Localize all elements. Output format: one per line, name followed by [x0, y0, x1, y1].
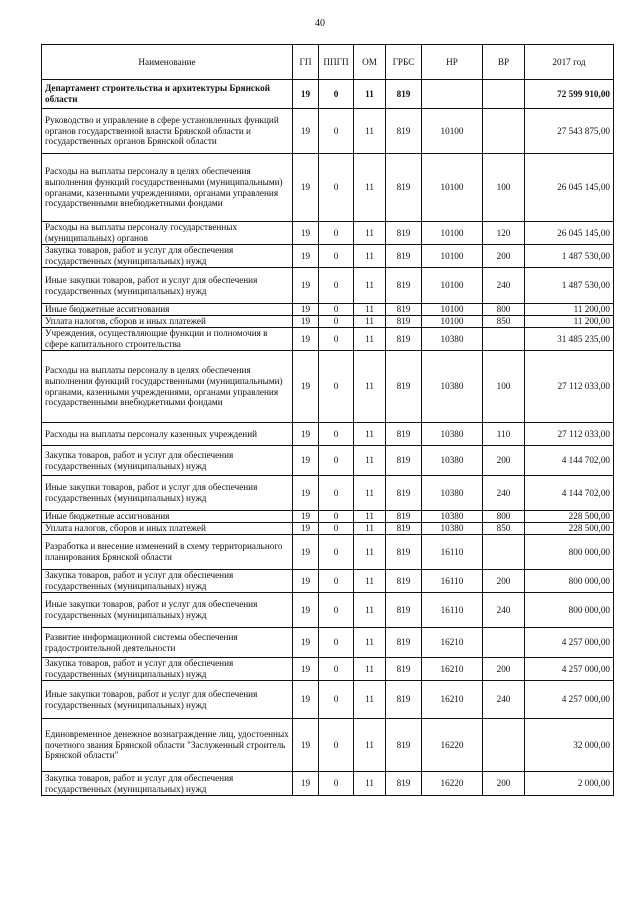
- cell-ppgp: 0: [319, 628, 354, 658]
- cell-gp: 19: [293, 245, 319, 268]
- cell-gp: 19: [293, 535, 319, 570]
- table-row: [42, 476, 614, 511]
- cell-nr: 10100: [422, 109, 483, 154]
- cell-name: Иные бюджетные ассигнования: [42, 304, 293, 316]
- cell-ppgp: 0: [319, 109, 354, 154]
- cell-amount: 800 000,00: [525, 593, 614, 628]
- cell-nr: 16110: [422, 570, 483, 593]
- cell-ppgp: 0: [319, 316, 354, 328]
- cell-vr: 200: [483, 570, 525, 593]
- table-row: [42, 222, 614, 245]
- cell-gp: 19: [293, 658, 319, 681]
- cell-ppgp: 0: [319, 351, 354, 423]
- cell-name: Закупка товаров, работ и услуг для обеспечения государственных (муниципальных) нужд: [42, 772, 293, 796]
- cell-nr: 10380: [422, 328, 483, 351]
- cell-nr: 16210: [422, 628, 483, 658]
- cell-vr: 200: [483, 772, 525, 796]
- cell-om: 11: [354, 476, 386, 511]
- cell-grbs: 819: [386, 570, 422, 593]
- cell-nr: 10380: [422, 476, 483, 511]
- table-row: [42, 80, 614, 109]
- cell-ppgp: 0: [319, 593, 354, 628]
- table-row: [42, 316, 614, 328]
- cell-vr: 850: [483, 316, 525, 328]
- col-header-name: Наименование: [42, 45, 293, 80]
- cell-ppgp: 0: [319, 245, 354, 268]
- cell-vr: [483, 719, 525, 772]
- cell-grbs: 819: [386, 719, 422, 772]
- cell-grbs: 819: [386, 593, 422, 628]
- cell-grbs: 819: [386, 628, 422, 658]
- cell-gp: 19: [293, 772, 319, 796]
- cell-name: Закупка товаров, работ и услуг для обеспечения государственных (муниципальных) нужд: [42, 658, 293, 681]
- cell-vr: 100: [483, 351, 525, 423]
- budget-table: [41, 44, 614, 796]
- cell-om: 11: [354, 658, 386, 681]
- col-header-ppgp: ППГП: [319, 45, 354, 80]
- cell-name: Уплата налогов, сборов и иных платежей: [42, 316, 293, 328]
- cell-om: 11: [354, 423, 386, 446]
- cell-amount: 800 000,00: [525, 535, 614, 570]
- cell-om: 11: [354, 268, 386, 304]
- cell-ppgp: 0: [319, 80, 354, 109]
- table-row: [42, 681, 614, 719]
- cell-om: 11: [354, 681, 386, 719]
- cell-name: Департамент строительства и архитектуры Брянской области: [42, 80, 293, 109]
- cell-nr: 16210: [422, 658, 483, 681]
- cell-gp: 19: [293, 628, 319, 658]
- table-row: [42, 658, 614, 681]
- table-row: [42, 109, 614, 154]
- cell-grbs: 819: [386, 268, 422, 304]
- cell-nr: 10380: [422, 351, 483, 423]
- cell-om: 11: [354, 80, 386, 109]
- cell-ppgp: 0: [319, 222, 354, 245]
- cell-nr: 10100: [422, 268, 483, 304]
- cell-amount: 31 485 235,00: [525, 328, 614, 351]
- cell-grbs: 819: [386, 316, 422, 328]
- cell-amount: 228 500,00: [525, 523, 614, 535]
- table-row: [42, 268, 614, 304]
- cell-name: Расходы на выплаты персоналу в целях обеспечения выполнения функций государственными (муниципальными) органами, казенными учреждениями, органами управления государственными внебюджетными фондами: [42, 351, 293, 423]
- cell-nr: 10380: [422, 523, 483, 535]
- cell-vr: 240: [483, 681, 525, 719]
- cell-vr: 850: [483, 523, 525, 535]
- table-row: [42, 593, 614, 628]
- col-header-gp: ГП: [293, 45, 319, 80]
- cell-grbs: 819: [386, 154, 422, 222]
- cell-name: Закупка товаров, работ и услуг для обеспечения государственных (муниципальных) нужд: [42, 570, 293, 593]
- cell-name: Расходы на выплаты персоналу государственных (муниципальных) органов: [42, 222, 293, 245]
- cell-ppgp: 0: [319, 658, 354, 681]
- cell-name: Разработка и внесение изменений в схему территориального планирования Брянской области: [42, 535, 293, 570]
- cell-amount: 11 200,00: [525, 316, 614, 328]
- cell-vr: [483, 80, 525, 109]
- cell-vr: 800: [483, 304, 525, 316]
- cell-ppgp: 0: [319, 476, 354, 511]
- cell-gp: 19: [293, 328, 319, 351]
- cell-grbs: 819: [386, 446, 422, 476]
- cell-ppgp: 0: [319, 446, 354, 476]
- cell-ppgp: 0: [319, 423, 354, 446]
- cell-ppgp: 0: [319, 154, 354, 222]
- cell-gp: 19: [293, 222, 319, 245]
- cell-name: Единовременное денежное вознаграждение лиц, удостоенных почетного звания Брянской области "Заслуженный строитель Брянской области": [42, 719, 293, 772]
- cell-ppgp: 0: [319, 328, 354, 351]
- cell-nr: 10100: [422, 316, 483, 328]
- cell-name: Уплата налогов, сборов и иных платежей: [42, 523, 293, 535]
- cell-grbs: 819: [386, 304, 422, 316]
- cell-gp: 19: [293, 304, 319, 316]
- cell-nr: 16220: [422, 719, 483, 772]
- cell-amount: 800 000,00: [525, 570, 614, 593]
- table-row: [42, 304, 614, 316]
- cell-name: Иные закупки товаров, работ и услуг для обеспечения государственных (муниципальных) нужд: [42, 681, 293, 719]
- cell-amount: 27 112 033,00: [525, 423, 614, 446]
- col-header-2017: 2017 год: [525, 45, 614, 80]
- cell-name: Расходы на выплаты персоналу в целях обеспечения выполнения функций государственными (муниципальными) органами, казенными учреждениями, органами управления государственными внебюджетными фондами: [42, 154, 293, 222]
- cell-nr: 16110: [422, 535, 483, 570]
- cell-gp: 19: [293, 268, 319, 304]
- cell-grbs: 819: [386, 109, 422, 154]
- cell-amount: 32 000,00: [525, 719, 614, 772]
- cell-amount: 228 500,00: [525, 511, 614, 523]
- table-row: [42, 423, 614, 446]
- cell-nr: 10100: [422, 154, 483, 222]
- cell-grbs: 819: [386, 772, 422, 796]
- cell-name: Расходы на выплаты персоналу казенных учреждений: [42, 423, 293, 446]
- col-header-grbs: ГРБС: [386, 45, 422, 80]
- cell-ppgp: 0: [319, 570, 354, 593]
- cell-name: Иные закупки товаров, работ и услуг для обеспечения государственных (муниципальных) нужд: [42, 476, 293, 511]
- cell-name: Закупка товаров, работ и услуг для обеспечения государственных (муниципальных) нужд: [42, 446, 293, 476]
- cell-amount: 1 487 530,00: [525, 245, 614, 268]
- cell-om: 11: [354, 593, 386, 628]
- col-header-nr: НР: [422, 45, 483, 80]
- cell-nr: 10380: [422, 423, 483, 446]
- cell-grbs: 819: [386, 476, 422, 511]
- cell-grbs: 819: [386, 351, 422, 423]
- cell-nr: 10100: [422, 245, 483, 268]
- cell-grbs: 819: [386, 658, 422, 681]
- cell-amount: 4 257 000,00: [525, 658, 614, 681]
- table-row: [42, 351, 614, 423]
- cell-om: 11: [354, 511, 386, 523]
- cell-om: 11: [354, 772, 386, 796]
- cell-amount: 27 543 875,00: [525, 109, 614, 154]
- cell-gp: 19: [293, 446, 319, 476]
- col-header-om: ОМ: [354, 45, 386, 80]
- cell-om: 11: [354, 109, 386, 154]
- cell-grbs: 819: [386, 423, 422, 446]
- cell-om: 11: [354, 523, 386, 535]
- table-row: [42, 523, 614, 535]
- cell-vr: 240: [483, 268, 525, 304]
- cell-amount: 26 045 145,00: [525, 222, 614, 245]
- cell-grbs: 819: [386, 245, 422, 268]
- cell-amount: 27 112 033,00: [525, 351, 614, 423]
- cell-gp: 19: [293, 351, 319, 423]
- cell-amount: 4 257 000,00: [525, 681, 614, 719]
- cell-gp: 19: [293, 423, 319, 446]
- cell-gp: 19: [293, 154, 319, 222]
- cell-grbs: 819: [386, 511, 422, 523]
- cell-om: 11: [354, 446, 386, 476]
- cell-grbs: 819: [386, 523, 422, 535]
- cell-amount: 26 045 145,00: [525, 154, 614, 222]
- cell-ppgp: 0: [319, 304, 354, 316]
- table-row: [42, 328, 614, 351]
- cell-vr: 200: [483, 658, 525, 681]
- cell-vr: 200: [483, 446, 525, 476]
- cell-nr: 10100: [422, 304, 483, 316]
- table-row: [42, 570, 614, 593]
- cell-amount: 4 144 702,00: [525, 446, 614, 476]
- cell-vr: [483, 328, 525, 351]
- table-row: [42, 154, 614, 222]
- table-row: [42, 245, 614, 268]
- cell-name: Иные бюджетные ассигнования: [42, 511, 293, 523]
- cell-ppgp: 0: [319, 268, 354, 304]
- cell-amount: 4 257 000,00: [525, 628, 614, 658]
- cell-amount: 72 599 910,00: [525, 80, 614, 109]
- cell-gp: 19: [293, 316, 319, 328]
- cell-vr: [483, 628, 525, 658]
- cell-name: Развитие информационной системы обеспечения градостроительной деятельности: [42, 628, 293, 658]
- cell-grbs: 819: [386, 328, 422, 351]
- cell-om: 11: [354, 628, 386, 658]
- page-number: 40: [315, 18, 325, 29]
- cell-nr: 16220: [422, 772, 483, 796]
- cell-nr: 10100: [422, 222, 483, 245]
- cell-grbs: 819: [386, 535, 422, 570]
- cell-gp: 19: [293, 681, 319, 719]
- cell-grbs: 819: [386, 222, 422, 245]
- cell-vr: 800: [483, 511, 525, 523]
- table-row: [42, 628, 614, 658]
- cell-om: 11: [354, 570, 386, 593]
- cell-nr: 10380: [422, 446, 483, 476]
- cell-gp: 19: [293, 80, 319, 109]
- cell-gp: 19: [293, 511, 319, 523]
- cell-om: 11: [354, 351, 386, 423]
- cell-name: Иные закупки товаров, работ и услуг для обеспечения государственных (муниципальных) нужд: [42, 593, 293, 628]
- cell-name: Руководство и управление в сфере установленных функций органов государственной власти Брянской области и государственных органов Брянской области: [42, 109, 293, 154]
- cell-nr: [422, 80, 483, 109]
- cell-ppgp: 0: [319, 772, 354, 796]
- cell-om: 11: [354, 328, 386, 351]
- cell-om: 11: [354, 245, 386, 268]
- cell-gp: 19: [293, 523, 319, 535]
- cell-nr: 16110: [422, 593, 483, 628]
- cell-gp: 19: [293, 476, 319, 511]
- cell-name: Учреждения, осуществляющие функции и полномочия в сфере капитального строительства: [42, 328, 293, 351]
- cell-gp: 19: [293, 719, 319, 772]
- table-row: [42, 511, 614, 523]
- table-row: [42, 772, 614, 796]
- table-row: [42, 719, 614, 772]
- cell-amount: 1 487 530,00: [525, 268, 614, 304]
- cell-vr: 110: [483, 423, 525, 446]
- cell-vr: 100: [483, 154, 525, 222]
- cell-vr: [483, 109, 525, 154]
- cell-grbs: 819: [386, 681, 422, 719]
- cell-name: Закупка товаров, работ и услуг для обеспечения государственных (муниципальных) нужд: [42, 245, 293, 268]
- cell-gp: 19: [293, 109, 319, 154]
- cell-amount: 11 200,00: [525, 304, 614, 316]
- cell-om: 11: [354, 222, 386, 245]
- col-header-vr: ВР: [483, 45, 525, 80]
- table-row: [42, 446, 614, 476]
- cell-ppgp: 0: [319, 535, 354, 570]
- cell-om: 11: [354, 154, 386, 222]
- cell-name: Иные закупки товаров, работ и услуг для обеспечения государственных (муниципальных) нужд: [42, 268, 293, 304]
- cell-om: 11: [354, 316, 386, 328]
- cell-om: 11: [354, 535, 386, 570]
- cell-om: 11: [354, 719, 386, 772]
- cell-vr: 240: [483, 593, 525, 628]
- cell-vr: 200: [483, 245, 525, 268]
- cell-amount: 2 000,00: [525, 772, 614, 796]
- table-row: [42, 535, 614, 570]
- table-header-row: [42, 45, 614, 80]
- cell-vr: 120: [483, 222, 525, 245]
- cell-nr: 10380: [422, 511, 483, 523]
- cell-gp: 19: [293, 570, 319, 593]
- cell-om: 11: [354, 304, 386, 316]
- cell-vr: [483, 535, 525, 570]
- cell-ppgp: 0: [319, 719, 354, 772]
- cell-ppgp: 0: [319, 511, 354, 523]
- cell-vr: 240: [483, 476, 525, 511]
- cell-ppgp: 0: [319, 523, 354, 535]
- cell-gp: 19: [293, 593, 319, 628]
- cell-grbs: 819: [386, 80, 422, 109]
- cell-ppgp: 0: [319, 681, 354, 719]
- cell-amount: 4 144 702,00: [525, 476, 614, 511]
- cell-nr: 16210: [422, 681, 483, 719]
